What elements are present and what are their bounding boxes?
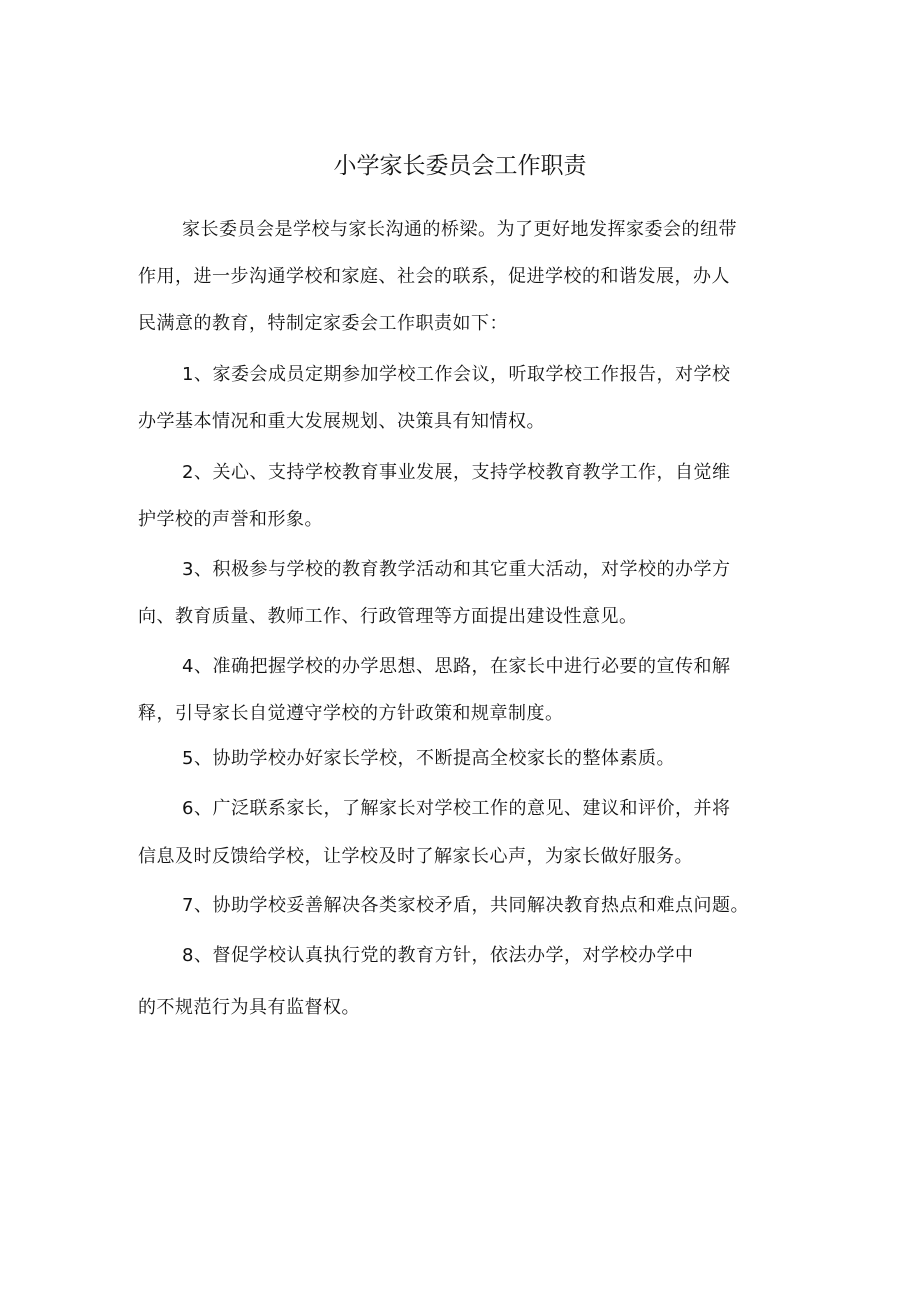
item-8-line-1: 8、督促学校认真执行党的教育方针，依法办学，对学校办学中: [182, 945, 694, 966]
item-2-line-2: 护学校的声誉和形象。: [138, 509, 323, 530]
intro-line-1: 家长委员会是学校与家长沟通的桥梁。为了更好地发挥家委会的纽带: [182, 219, 737, 240]
item-3-line-2: 向、教育质量、教师工作、行政管理等方面提出建设性意见。: [138, 606, 638, 627]
item-6-line-2: 信息及时反馈给学校，让学校及时了解家长心声，为家长做好服务。: [138, 846, 693, 867]
item-7-line-1: 7、协助学校妥善解决各类家校矛盾，共同解决教育热点和难点问题。: [182, 895, 749, 916]
document-title: 小学家长委员会工作职责: [333, 153, 587, 179]
intro-line-2: 作用，进一步沟通学校和家庭、社会的联系，促进学校的和谐发展，办人: [138, 266, 730, 287]
item-1-line-2: 办学基本情况和重大发展规划、决策具有知情权。: [138, 411, 545, 432]
item-8-line-2: 的不规范行为具有监督权。: [138, 997, 360, 1018]
item-6-line-1: 6、广泛联系家长，了解家长对学校工作的意见、建议和评价，并将: [182, 798, 731, 819]
item-4-line-2: 释，引导家长自觉遵守学校的方针政策和规章制度。: [138, 703, 564, 724]
item-2-line-1: 2、关心、支持学校教育事业发展，支持学校教育教学工作，自觉维: [182, 462, 731, 483]
item-1-line-1: 1、家委会成员定期参加学校工作会议，听取学校工作报告，对学校: [182, 364, 731, 385]
item-4-line-1: 4、准确把握学校的办学思想、思路，在家长中进行必要的宣传和解: [182, 656, 731, 677]
item-3-line-1: 3、积极参与学校的教育教学活动和其它重大活动，对学校的办学方: [182, 559, 731, 580]
item-5-line-1: 5、协助学校办好家长学校，不断提高全校家长的整体素质。: [182, 748, 675, 769]
intro-line-3: 民满意的教育，特制定家委会工作职责如下：: [138, 313, 508, 334]
